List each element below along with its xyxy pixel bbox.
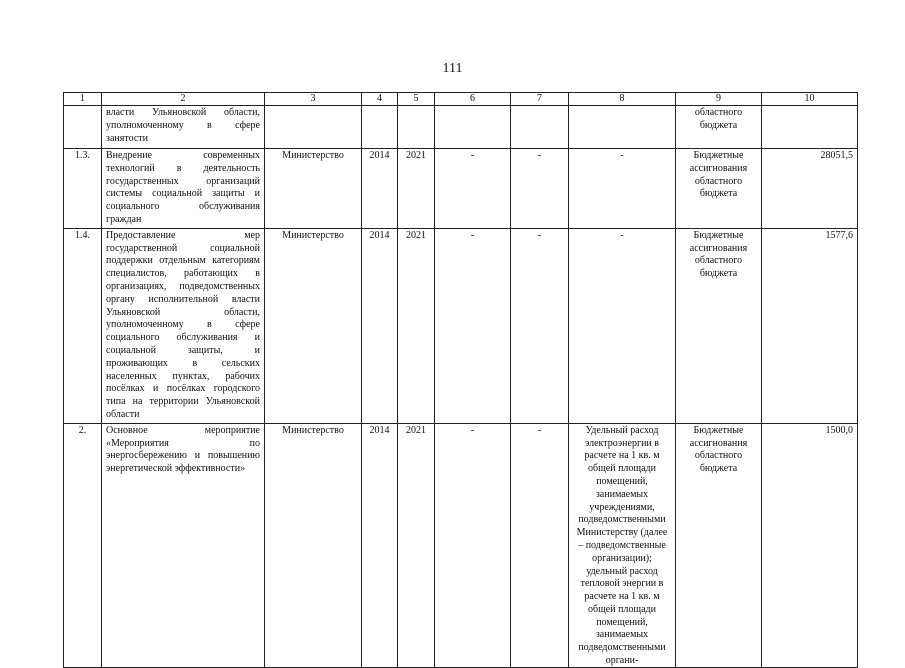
end-year: [398, 106, 435, 149]
column-number: 6: [435, 93, 511, 106]
column-number: 7: [511, 93, 569, 106]
funding-source: Бюджетные ассигнования областного бюджета: [676, 149, 762, 229]
column-number: 2: [102, 93, 265, 106]
page-number: 111: [442, 61, 463, 76]
start-year: [362, 106, 398, 149]
column-number: 1: [64, 93, 102, 106]
table-row: [64, 149, 858, 229]
column-7-value: -: [511, 423, 569, 667]
funding-amount: 28051,5: [762, 149, 858, 229]
item-number: 2.: [64, 423, 102, 667]
start-year: 2014: [362, 228, 398, 423]
item-number: [64, 106, 102, 149]
end-year: 2021: [398, 149, 435, 229]
target-indicator: -: [569, 228, 676, 423]
executor: Министерство: [265, 149, 362, 229]
activity-name: Внедрение современных технологий в деятельность государственных организаций системы социальной защиты и социального обслуживания граждан: [102, 149, 265, 229]
funding-amount: 1500,0: [762, 423, 858, 667]
column-number: 4: [362, 93, 398, 106]
activity-name: власти Ульяновской области, уполномоченному в сфере занятости: [102, 106, 265, 149]
start-year: 2014: [362, 149, 398, 229]
table-row: [64, 423, 858, 667]
executor: [265, 106, 362, 149]
activity-name: Основное мероприятие «Мероприятия по энергосбережению и повышению энергетической эффективности»: [102, 423, 265, 667]
column-number: 5: [398, 93, 435, 106]
target-indicator-text: Удельный расход электроэнергии в расчете на 1 кв. м общей площади помещений, занимаемых учреждениями, подведомственными Министерству (далее – подведомственные организации); удельный расход тепловой энергии в расчете на 1 кв. м общей площади помещений, занимаемых подведомственными органи-: [576, 424, 668, 666]
end-year: 2021: [398, 423, 435, 667]
column-number-row: [64, 93, 858, 106]
funding-amount: [762, 106, 858, 149]
table-row: [64, 228, 858, 423]
funding-amount: 1577,6: [762, 228, 858, 423]
item-number: 1.3.: [64, 149, 102, 229]
column-7-value: -: [511, 149, 569, 229]
column-6-value: -: [435, 423, 511, 667]
target-indicator: -: [569, 149, 676, 229]
column-6-value: -: [435, 149, 511, 229]
column-number: 3: [265, 93, 362, 106]
target-indicator: [569, 423, 676, 667]
target-indicator: [569, 106, 676, 149]
activity-name: Предоставление мер государственной социальной поддержки отдельным категориям специалистов, работающих в организациях, подведомственных органу исполнительной власти Ульяновской области, уполномоченному в сфере социального обслуживания и социальной защиты, и проживающих в сельских населенных пунктах, рабочих посёлках и посёлках городского типа на территории Ульяновской области: [102, 228, 265, 423]
column-6-value: [435, 106, 511, 149]
funding-source: областного бюджета: [676, 106, 762, 149]
start-year: 2014: [362, 423, 398, 667]
program-activities-table: [63, 92, 858, 668]
column-number: 8: [569, 93, 676, 106]
column-7-value: [511, 106, 569, 149]
funding-source: Бюджетные ассигнования областного бюджета: [676, 423, 762, 667]
executor: Министерство: [265, 228, 362, 423]
column-7-value: -: [511, 228, 569, 423]
column-number: 10: [762, 93, 858, 106]
column-6-value: -: [435, 228, 511, 423]
end-year: 2021: [398, 228, 435, 423]
item-number: 1.4.: [64, 228, 102, 423]
executor: Министерство: [265, 423, 362, 667]
table-row: [64, 106, 858, 149]
funding-source: Бюджетные ассигнования областного бюджета: [676, 228, 762, 423]
column-number: 9: [676, 93, 762, 106]
